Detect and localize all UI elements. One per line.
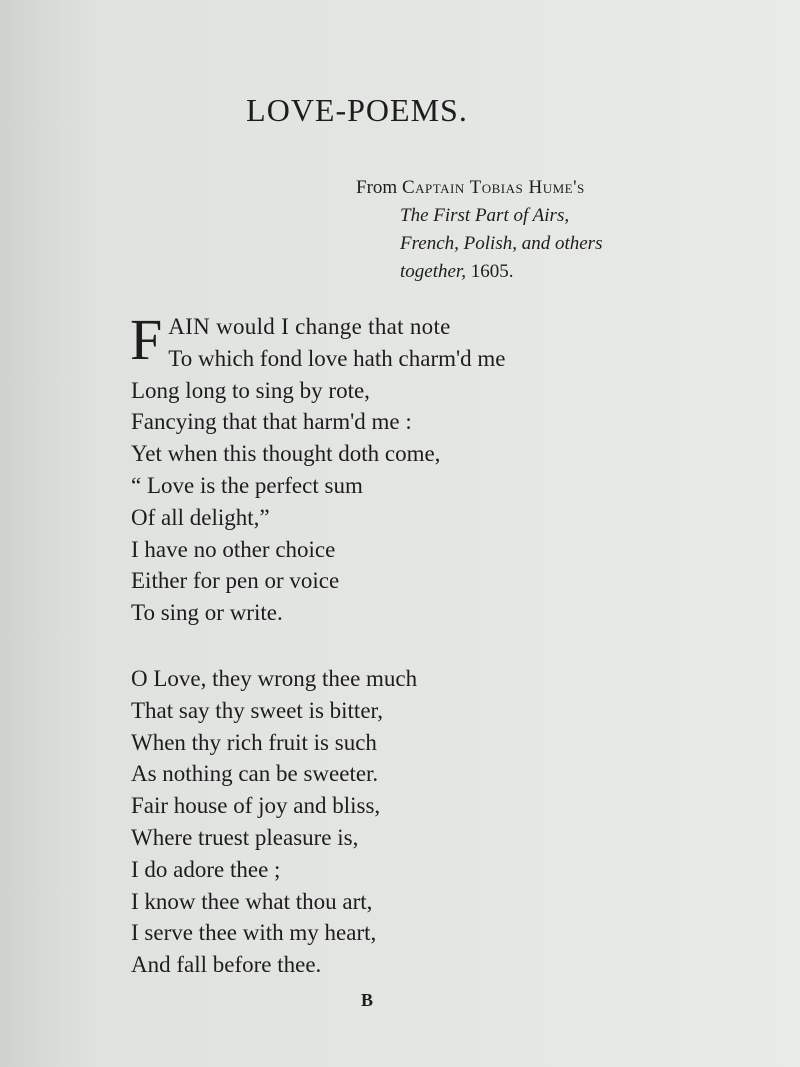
verse-line: “ Love is the perfect sum <box>131 472 363 498</box>
verse-line: I have no other choice <box>131 536 336 562</box>
source-line-3: French, Polish, and others <box>400 233 603 254</box>
verse-line: I know thee what thou art, <box>131 888 373 914</box>
verse-line: When thy rich fruit is such <box>131 729 377 755</box>
signature-mark: B <box>360 990 373 1010</box>
source-year: 1605. <box>465 261 514 282</box>
verse-line: AIN would I change that note <box>168 314 451 339</box>
verse-line: I serve thee with my heart, <box>131 920 377 946</box>
verse-line: To sing or write. <box>131 600 283 626</box>
stanza-2 <box>131 663 691 981</box>
verse-line: Yet when this thought doth come, <box>131 441 441 467</box>
verse-line: To which fond love hath charm'd me <box>168 345 506 371</box>
verse-line: As nothing can be sweeter. <box>131 761 379 787</box>
verse-line: Fair house of joy and bliss, <box>131 793 381 819</box>
poem-body <box>130 307 691 981</box>
verse-line: I do adore thee ; <box>131 856 281 882</box>
verse-line: Fancying that that harm'd me : <box>131 409 412 435</box>
source-line-1 <box>356 174 686 202</box>
source-italic-part: together, <box>400 261 466 282</box>
verse-line: Where truest pleasure is, <box>131 824 359 850</box>
page-title: LOVE-POEMS. <box>246 92 468 128</box>
verse-line: That say thy sweet is bitter, <box>131 697 384 723</box>
verse-line: Of all delight,” <box>131 504 270 530</box>
verse-line: Long long to sing by rote, <box>131 377 370 403</box>
source-author: Captain Tobias Hume's <box>401 177 585 198</box>
verse-line: Either for pen or voice <box>131 568 340 594</box>
source-line-4 <box>356 258 686 286</box>
drop-cap: F <box>130 307 163 372</box>
source-line-2: The First Part of Airs, <box>400 205 570 226</box>
verse-line: O Love, they wrong thee much <box>131 665 418 691</box>
stanza-1 <box>130 307 691 629</box>
verse-line: And fall before thee. <box>131 952 322 978</box>
source-attribution <box>356 174 686 286</box>
source-prefix: From <box>356 177 402 198</box>
